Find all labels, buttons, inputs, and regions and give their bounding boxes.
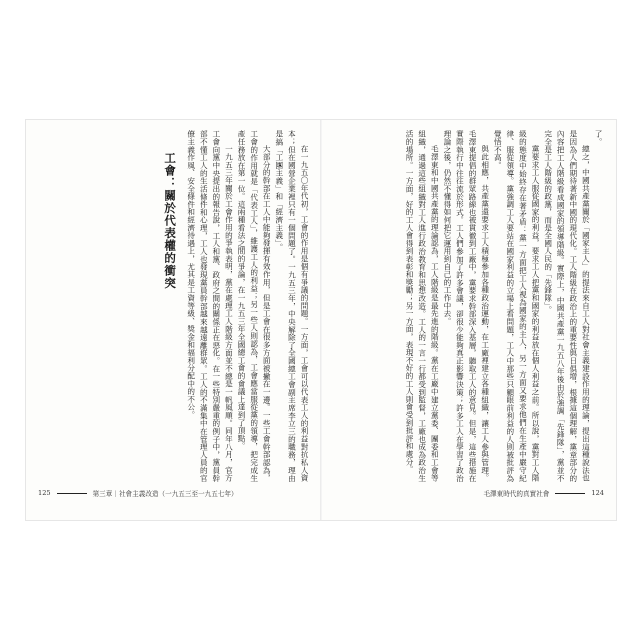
left-page-text — [38, 130, 310, 482]
left-paragraph-3: 在一九五〇年代初，工會的作用是個有爭議的問題。一方面，工會可以代表工人的利益對抗私人資本；但在國營企業裡只有一個問題了。一九五三年，中央解除了全國總工會副主席李立三的職務，理由是搞「工團主義」和「經濟主義」。 — [274, 130, 309, 482]
left-running-head: 第三章｜社會主義改造（一九五三至一九五七年） — [92, 490, 238, 498]
right-paragraph-2: 總之，中國共產黨關於「國家主人」的提法來自工人對社會主義建設作用的理論，提出這種說法也是因為人們期待著新中國的現代化。工人階級在政治上的重要性與日俱增，根據這個理解，黨章部分的內容把工人階級看成國家的領導階級。實際上，中國共產黨一九五八年後由於強調「先鋒隊」，黨並不完全是工人階級的政黨，而是全國人民的「先鋒隊」。 — [543, 130, 591, 482]
right-running-head: 毛澤東時代的真實社會 — [483, 490, 550, 498]
right-page-text — [332, 130, 604, 482]
left-paragraph-2: 大部分的幹部在工人中能夠發揮有效作用，但是工會在很多方面被撇在一邊。一些工會幹部認為，工會的作用就是「代表工人」，維護工人的利益；另一些人則認為，工會應當服從黨的領導，把完成生產任務放在第一位。這兩種看法之間的爭論，在一九五三年全國總工會的會議上達到了頂點。 — [237, 130, 272, 482]
right-page-number: 124 — [591, 489, 604, 497]
section-title: 工會：關於代表權的衝突 — [163, 152, 178, 290]
right-paragraph-3: 黨要求工人服從國家的利益，要求工人把黨和國家的利益放在個人利益之前。所以說，黨對工人階級的態度中始終存在著矛盾：黨一方面把工人視為國家的主人，另一方面又要求他們在生產中嚴守紀律、服從領導。黨強調工人要站在國家利益的立場上看問題，工人中那些只顧眼前利益的人則被批評為覺悟不高。 — [493, 130, 541, 482]
book-gutter — [320, 120, 322, 520]
right-paragraph-4: 與此相應，共產黨還要求工人積極參加各種政治運動，在工廠裡建立各種組織，讓工人參與管理。毛澤東提倡的群眾路線也被貫徹到工廠中，黨要求幹部深入基層，聽取工人的意見。但是，這些措施在實際執行中往往流於形式。工人們參加了許多會議，卻很少能夠真正影響決策；許多工人在學習了政治理論之後，仍然不懂得如何把它運用到自己的工作中去。 — [442, 130, 490, 482]
right-paragraph-1: 了。 — [594, 130, 603, 146]
right-page-footer — [332, 486, 604, 500]
footer-rule — [57, 493, 87, 494]
footer-rule — [555, 493, 585, 494]
book-spread — [26, 120, 616, 520]
right-paragraph-5: 毛澤東和中國共產黨的理論認為，工人階級是最先進的階級。黨在工廠中建立黨委、團委和工會等組織，通過這些組織對工人進行政治教育和思想改造。工人的一言一行都受到監督，工廠也成為政治生活的場所。一方面，好的工人會得到表彰和獎勵；另一方面，表現不好的工人則會受到批評和處分。 — [405, 130, 440, 482]
left-page — [38, 130, 310, 500]
right-page — [332, 130, 604, 500]
left-page-footer — [38, 486, 310, 500]
left-page-number: 125 — [38, 489, 51, 497]
left-paragraph-1: 一九五三年關於工會作用的爭執表明，黨在處理工人階級方面並不總是一帆風順。同年八月，官方工會向黨中央提出的報告說，工人和黨、政府之間的關係正在惡化。在一些特別嚴重的例子中，黨員幹部不懂工人的生活條件和心理，工人也發現黨員幹部越來越遠離群眾。工人的不滿集中在管理人員的官僚主義作風、安全條件和經濟待遇上，尤其是工資等級、獎金和福利分配中的不公。 — [186, 130, 234, 482]
